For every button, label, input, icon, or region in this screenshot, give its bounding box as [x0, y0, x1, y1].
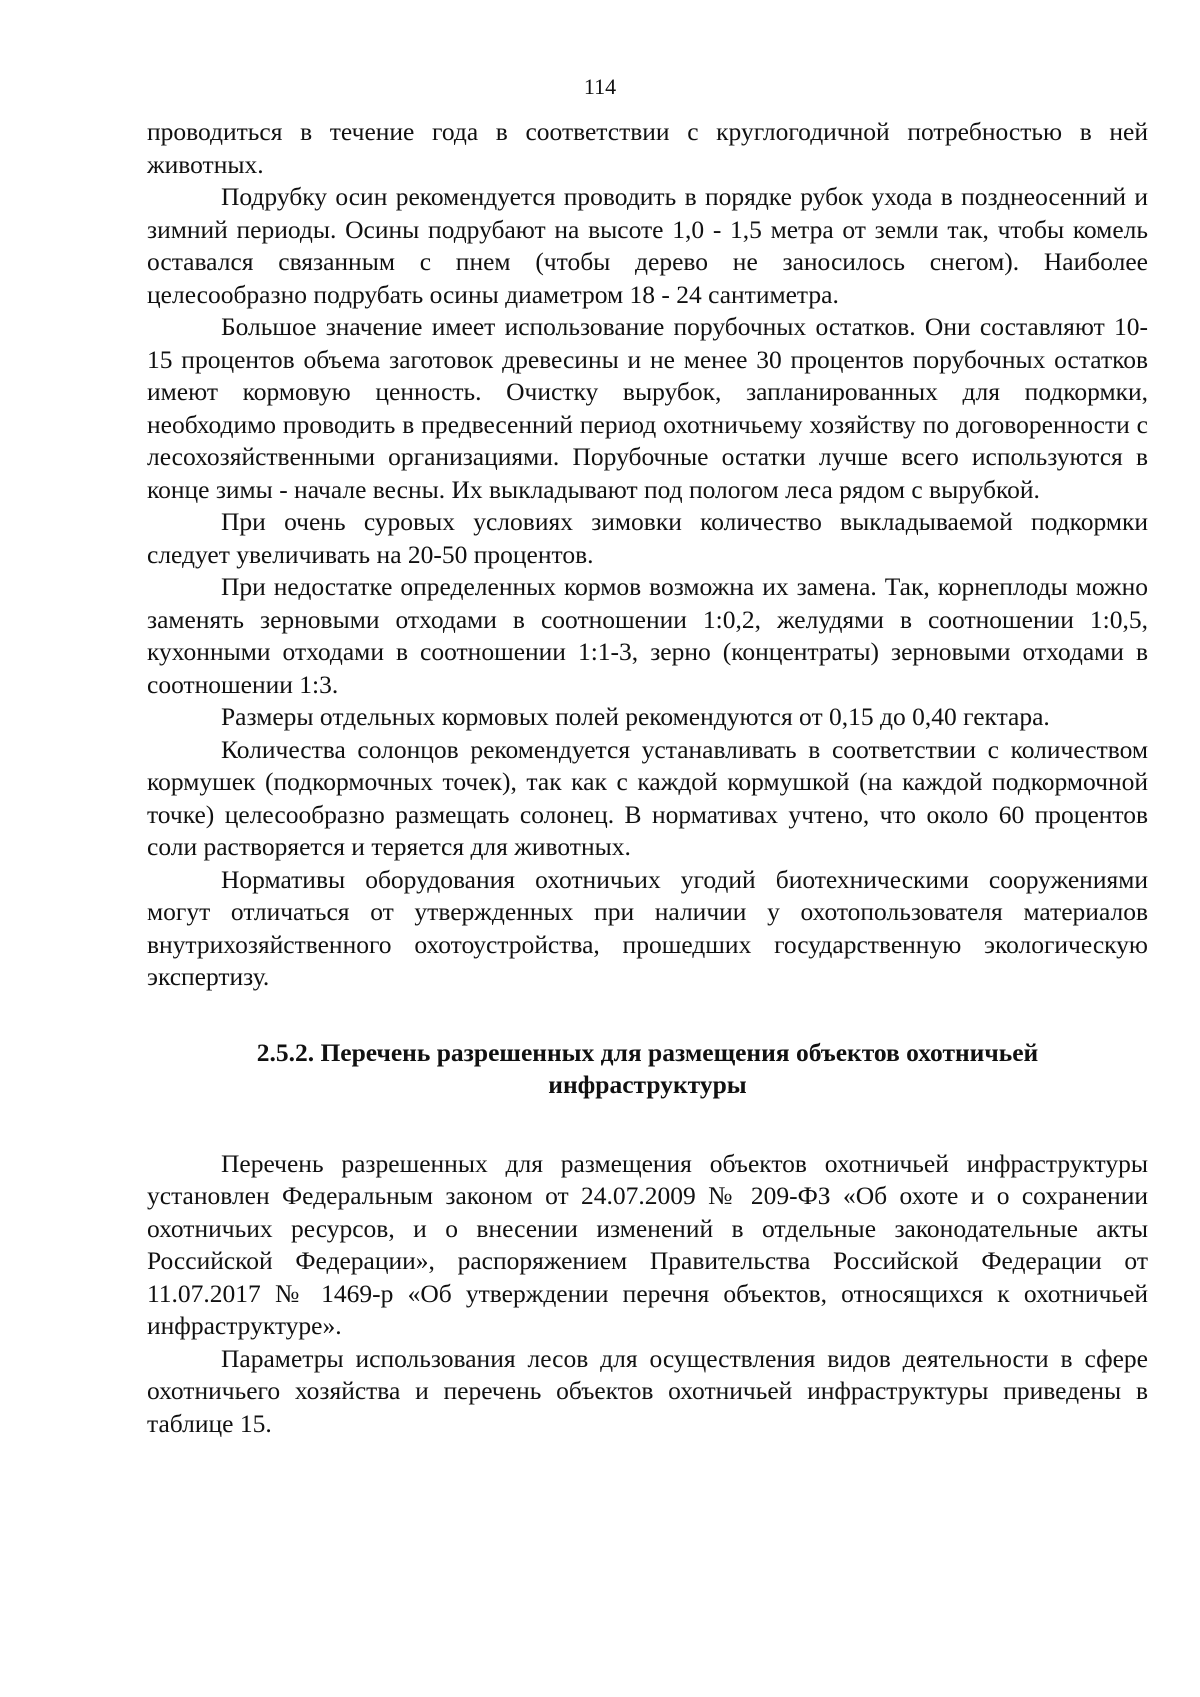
paragraph: Количества солонцов рекомендуется устанавливать в соответствии с количеством кормушек (подкормочных точек), так как с каждой кормушкой (на каждой подкормочной точке) целесообразно размещать солонец. В нормативах учтено, что около 60 процентов соли растворяется и теряется для животных.	[147, 734, 1148, 861]
paragraph: Перечень разрешенных для размещения объектов охотничьей инфраструктуры установлен Федеральным законом от 24.07.2009 № 209-ФЗ «Об охоте и о сохранении охотничьих ресурсов, и о внесении изменений в отдельные законодательные акты Российской Федерации», распоряжением Правительства Российской Федерации от 11.07.2017 № 1469-р «Об утверждении перечня объектов, относящихся к охотничьей инфраструктуре».	[147, 1148, 1148, 1340]
page-number: 114	[583, 74, 617, 99]
paragraph: При недостатке определенных кормов возможна их замена. Так, корнеплоды можно заменять зерновыми отходами в соотношении 1:0,2, желудями в соотношении 1:0,5, кухонными отходами в соотношении 1:1-3, зерно (концентраты) зерновыми отходами в соотношении 1:3.	[147, 572, 1148, 699]
page-content	[147, 116, 1148, 1440]
paragraph: Нормативы оборудования охотничьих угодий биотехническими сооружениями могут отличаться от утвержденных при наличии у охотопользователя материалов внутрихозяйственного охотоустройства, прошедших государственную экологическую экспертизу.	[147, 864, 1148, 991]
section-heading-line-1: 2.5.2. Перечень разрешенных для размещения объектов охотничьей	[256, 1037, 1039, 1067]
section-heading-line-2: инфраструктуры	[548, 1070, 747, 1099]
paragraph: Большое значение имеет использование порубочных остатков. Они составляют 10-15 процентов объема заготовок древесины и не менее 30 процентов порубочных остатков имеют кормовую ценность. Очистку вырубок, запланированных для подкормки, необходимо проводить в предвесенний период охотничьему хозяйству по договоренности с лесохозяйственными организациями. Порубочные остатки лучше всего используются в конце зимы - начале весны. Их выкладывают под пологом леса рядом с вырубкой.	[147, 312, 1148, 504]
paragraph: При очень суровых условиях зимовки количество выкладываемой подкормки следует увеличивать на 20-50 процентов.	[147, 507, 1148, 569]
paragraph: Параметры использования лесов для осуществления видов деятельности в сфере охотничьего хозяйства и перечень объектов охотничьей инфраструктуры приведены в таблице 15.	[147, 1343, 1148, 1438]
section-heading	[147, 1037, 1148, 1102]
paragraph: Подрубку осин рекомендуется проводить в порядке рубок ухода в позднеосенний и зимний периоды. Осины подрубают на высоте 1,0 - 1,5 метра от земли так, чтобы комель оставался связанным с пнем (чтобы дерево не заносилось снегом). Наиболее целесообразно подрубать осины диаметром 18 - 24 сантиметра.	[147, 182, 1148, 309]
paragraph: Размеры отдельных кормовых полей рекомендуются от 0,15 до 0,40 гектара.	[221, 702, 1050, 731]
paragraph: проводиться в течение года в соответствии с круглогодичной потребностью в ней животных.	[147, 117, 1148, 179]
